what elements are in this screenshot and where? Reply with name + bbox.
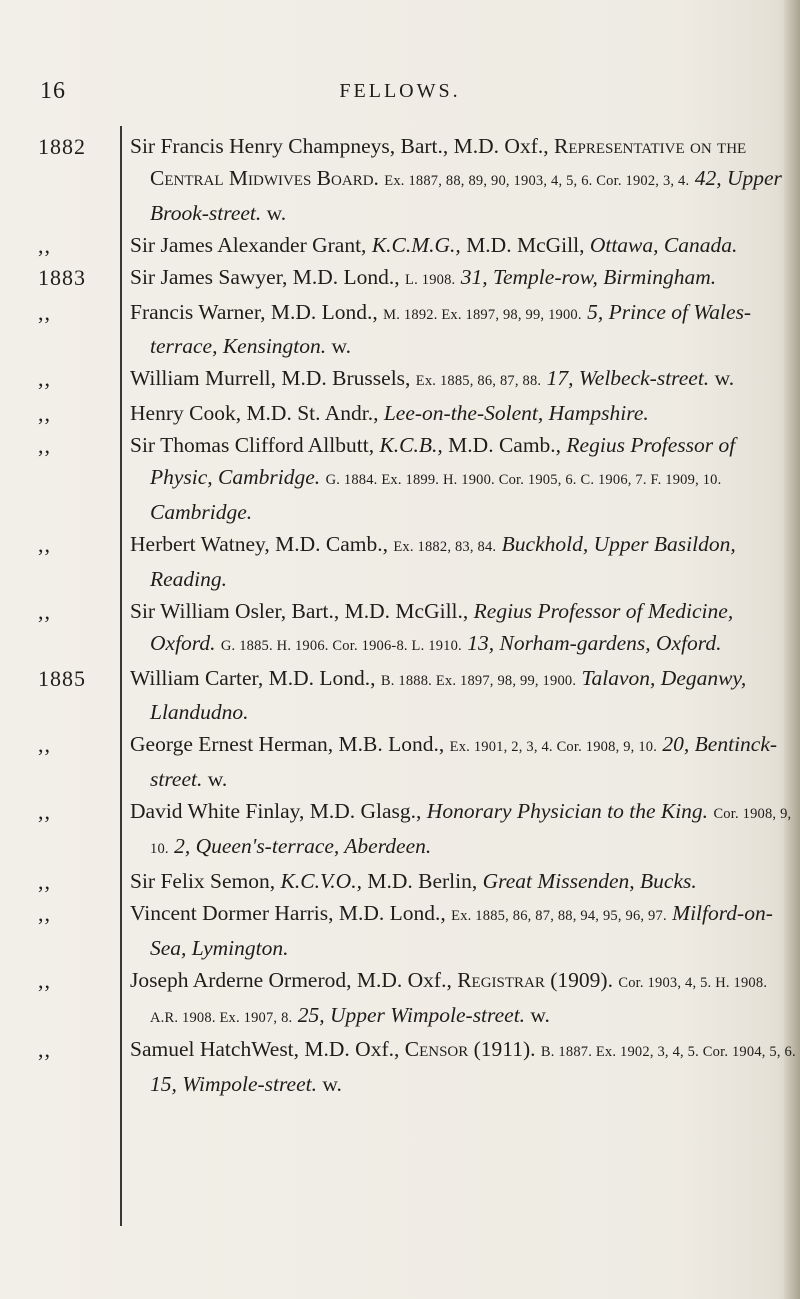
postal-district: w. (331, 334, 352, 359)
fellow-entry (0, 230, 800, 262)
fellow-dates: Ex. 1885, 86, 87, 88. (415, 373, 542, 390)
entry-text (130, 796, 796, 866)
postal-district: w. (530, 1002, 550, 1027)
fellow-entry (0, 363, 800, 398)
fellow-address: Cambridge. (150, 499, 253, 524)
fellow-name: Francis Warner, M.D. Lond., (130, 299, 378, 324)
entry-text (130, 866, 796, 898)
fellow-dates: Cor. 1908, 9, 10. (150, 806, 792, 858)
fellow-entry (0, 398, 800, 430)
fellow-name: William Murrell, M.D. Brussels, (130, 366, 411, 391)
fellow-entry (0, 965, 800, 1035)
fellow-role: Representative on the Central Midwives Board. (150, 134, 747, 190)
entry-text (130, 131, 796, 230)
fellow-honours: K.C.V.O., (280, 868, 362, 893)
fellow-dates: M. 1892. Ex. 1897, 98, 99, 1900. (383, 306, 582, 323)
fellow-name: David White Finlay, M.D. Glasg., (130, 799, 422, 824)
fellow-honours: K.C.M.G., (371, 232, 461, 257)
fellow-entry (0, 297, 800, 364)
fellow-dates: B. 1887. Ex. 1902, 3, 4, 5. Cor. 1904, 5, 6. (540, 1044, 796, 1061)
fellow-address: 17, Welbeck-street. (546, 366, 710, 391)
entry-text (130, 262, 796, 297)
fellow-dates: G. 1885. H. 1906. Cor. 1906-8. L. 1910. (220, 637, 462, 654)
fellow-entry (0, 1034, 800, 1101)
entry-year: ,, (38, 232, 51, 258)
entry-year: 1885 (38, 665, 86, 691)
entry-year: ,, (38, 531, 51, 557)
entry-text (130, 898, 796, 965)
entry-year: ,, (38, 433, 51, 459)
fellow-entry (0, 729, 800, 796)
postal-district: w. (266, 200, 287, 225)
fellow-name: Sir James Sawyer, M.D. Lond., (130, 264, 400, 289)
fellow-role: Censor (1911). (404, 1037, 536, 1062)
fellow-name: Henry Cook, M.D. St. Andr., (130, 401, 379, 426)
entry-year: 1883 (38, 264, 86, 290)
fellow-dates: Ex. 1901, 2, 3, 4. Cor. 1908, 9, 10. (449, 739, 658, 756)
entry-year: 1882 (38, 134, 86, 159)
entry-year: ,, (38, 598, 51, 624)
page-number: 16 (40, 78, 66, 104)
fellow-dates: L. 1908. (405, 271, 456, 288)
entry-text (130, 430, 796, 529)
fellow-degree: M.D. Berlin, (367, 868, 478, 893)
entry-text (130, 1034, 796, 1101)
entry-text (130, 663, 796, 730)
entry-year: ,, (38, 799, 51, 825)
fellow-entry (0, 131, 800, 230)
fellow-name: Vincent Dormer Harris, M.D. Lond., (130, 900, 446, 925)
fellow-role: Regius Professor of Physic, Cambridge. (150, 433, 736, 490)
entry-year: ,, (38, 401, 51, 427)
fellow-entry (0, 796, 800, 866)
entry-text (130, 230, 796, 262)
postal-district: w. (714, 366, 735, 391)
fellow-dates: Ex. 1885, 86, 87, 88, 94, 95, 96, 97. (451, 907, 667, 924)
fellow-dates: G. 1884. Ex. 1899. H. 1900. Cor. 1905, 6. C. 1906, 7. F. 1909, 10. (325, 472, 722, 489)
entry-text (130, 297, 796, 364)
fellow-dates: B. 1888. Ex. 1897, 98, 99, 1900. (380, 672, 577, 689)
fellows-list (0, 131, 800, 1101)
fellow-address: Milford-on-Sea, Lymington. (150, 900, 773, 960)
fellow-entry (0, 898, 800, 965)
entry-year: ,, (38, 299, 51, 325)
page-header (0, 78, 800, 108)
fellow-entry (0, 262, 800, 297)
fellow-name: Herbert Watney, M.D. Camb., (130, 531, 388, 556)
fellow-name: William Carter, M.D. Lond., (130, 665, 376, 690)
fellow-name: Sir Felix Semon, (130, 868, 276, 893)
entry-year: ,, (38, 868, 51, 894)
fellow-entry (0, 596, 800, 663)
postal-district: w. (322, 1072, 342, 1097)
fellow-name: Joseph Arderne Ormerod, M.D. Oxf., (130, 967, 452, 992)
entry-text (130, 398, 796, 430)
running-head: FELLOWS. (339, 80, 461, 102)
fellow-address: 31, Temple-row, Birmingham. (460, 264, 717, 289)
fellow-address: 2, Queen's-terrace, Aberdeen. (174, 834, 432, 859)
entry-year: ,, (38, 967, 51, 993)
fellow-name: Sir William Osler, Bart., M.D. McGill., (130, 598, 469, 623)
fellow-name: Sir James Alexander Grant, (130, 232, 367, 257)
fellow-address: Talavon, Deganwy, Llandudno. (150, 665, 747, 725)
entry-year: ,, (38, 900, 51, 926)
fellow-entry (0, 529, 800, 596)
fellow-address: 13, Norham-gardens, Oxford. (467, 630, 722, 655)
fellow-role: Registrar (1909). (457, 967, 613, 992)
fellow-entry (0, 866, 800, 898)
fellow-address: Lee-on-the-Solent, Hampshire. (383, 401, 649, 426)
fellow-degree: M.D. Camb., (448, 433, 562, 458)
fellow-address: 15, Wimpole-street. (150, 1072, 317, 1097)
fellow-role: Honorary Physician to the King. (426, 799, 709, 824)
entry-year: ,, (38, 366, 51, 392)
fellow-name: Samuel HatchWest, M.D. Oxf., (130, 1037, 400, 1062)
fellow-dates: Ex. 1887, 88, 89, 90, 1903, 4, 5, 6. Cor. 1902, 3, 4. (384, 172, 690, 189)
entry-year: ,, (38, 1037, 51, 1063)
fellow-address: 20, Bentinck-street. (150, 732, 778, 792)
fellow-entry (0, 663, 800, 730)
entry-year: ,, (38, 732, 51, 758)
entry-text (130, 529, 796, 596)
fellow-address: 42, Upper Brook-street. (150, 165, 782, 225)
fellow-honours: K.C.B., (379, 433, 443, 458)
fellow-degree: M.D. McGill, (466, 232, 585, 257)
fellow-dates: Ex. 1882, 83, 84. (393, 538, 497, 555)
fellow-name: George Ernest Herman, M.B. Lond., (130, 732, 445, 757)
fellow-entry (0, 430, 800, 529)
postal-district: w. (207, 767, 228, 792)
entry-text (130, 729, 796, 796)
fellow-address: Ottawa, Canada. (589, 232, 738, 257)
entry-text (130, 363, 796, 398)
fellow-dates: Cor. 1903, 4, 5. H. 1908. A.R. 1908. Ex. 1907, 8. (150, 974, 768, 1026)
fellow-address: Great Missenden, Bucks. (482, 868, 697, 893)
entry-text (130, 596, 796, 663)
fellow-address: Buckhold, Upper Basildon, Reading. (150, 531, 736, 591)
fellow-address: 25, Upper Wimpole-street. (297, 1002, 526, 1027)
fellow-address: 5, Prince of Wales-terrace, Kensington. (150, 299, 752, 359)
fellow-role: Regius Professor of Medicine, Oxford. (150, 598, 734, 655)
fellow-name: Sir Thomas Clifford Allbutt, (130, 433, 375, 458)
entry-text (130, 965, 796, 1035)
fellow-name: Sir Francis Henry Champneys, Bart., M.D. Oxf., (130, 134, 549, 158)
